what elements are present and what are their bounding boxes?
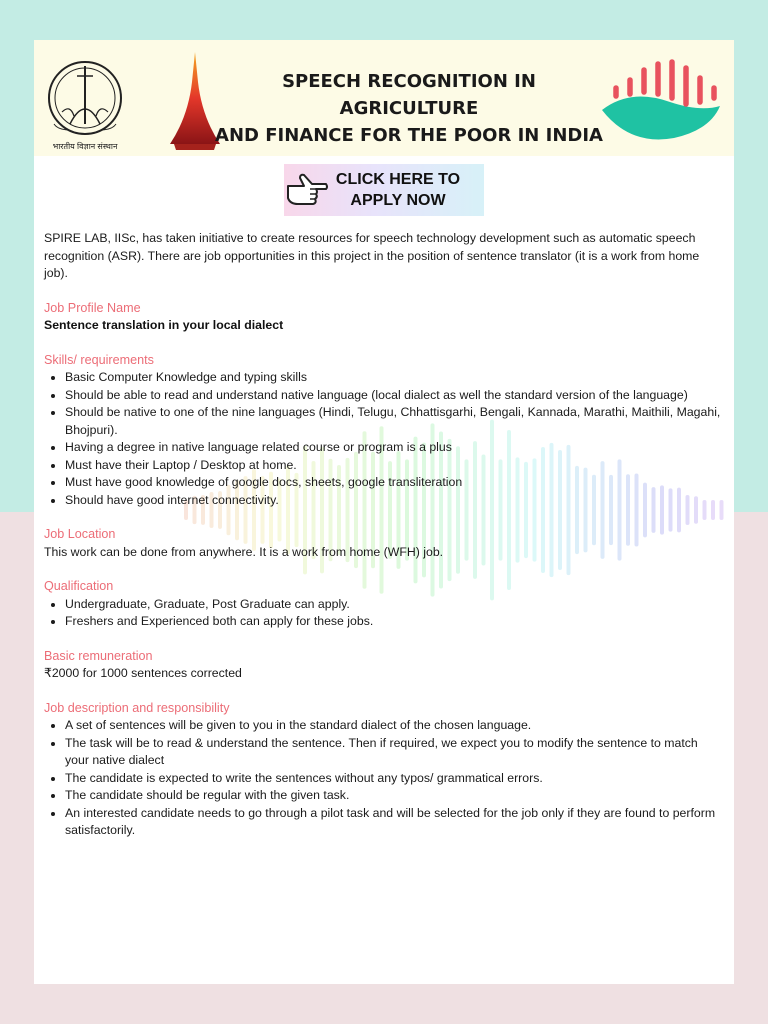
responsibility-heading: Job description and responsibility — [44, 700, 230, 715]
list-item: • Should have good internet connectivity. — [65, 492, 724, 510]
speech-wave-logo-icon — [600, 58, 724, 142]
poster-header — [34, 40, 734, 156]
title-line-2: AND FINANCE FOR THE POOR IN INDIA — [215, 125, 603, 146]
list-item: • Freshers and Experienced both can apply for these jobs. — [65, 613, 724, 631]
apply-now-label[interactable] — [328, 169, 468, 211]
list-item: • A set of sentences will be given to you in the standard dialect of the chosen language. — [65, 717, 724, 735]
responsibility-list — [44, 717, 724, 840]
title-line-1: SPEECH RECOGNITION IN AGRICULTURE — [282, 71, 536, 119]
job-location-value: This work can be done from anywhere. It is a work from home (WFH) job. — [44, 544, 444, 559]
qualification-list — [44, 596, 724, 631]
job-description-body — [44, 230, 724, 840]
list-item: • An interested candidate needs to go through a pilot task and will be selected for the job only if they are found to perform satisfactorily. — [65, 805, 724, 840]
list-item: • The task will be to read & understand the sentence. Then if required, we expect you to modify the sentence to match your native dialect — [65, 735, 724, 770]
list-item: • Must have their Laptop / Desktop at home. — [65, 457, 724, 475]
list-item: • Basic Computer Knowledge and typing skills — [65, 369, 724, 387]
job-poster-card — [34, 40, 734, 984]
apply-now-button[interactable] — [284, 164, 484, 216]
list-item: • The candidate is expected to write the sentences without any typos/ grammatical errors. — [65, 770, 724, 788]
list-item: • Having a degree in native language related course or program is a plus — [65, 439, 724, 457]
apply-label-line-1: CLICK HERE TO — [335, 171, 461, 188]
job-profile-heading: Job Profile Name — [44, 300, 141, 315]
remuneration-value: ₹2000 for 1000 sentences corrected — [44, 666, 242, 680]
skills-list — [44, 369, 724, 509]
intro-paragraph: SPIRE LAB, IISc, has taken initiative to create resources for speech technology development such as automatic speech recognition (ASR). There are job opportunities in this project in the position of sentence translator (it is a work from home job). — [44, 231, 700, 280]
skills-heading: Skills/ requirements — [44, 352, 154, 367]
list-item: • Should be native to one of the nine languages (Hindi, Telugu, Chhattisgarhi, Bengali, Kannada, Marathi, Maithili, Magahi, Bhojpuri). — [65, 404, 724, 439]
list-item: • Must have good knowledge of google docs, sheets, google transliteration — [65, 474, 724, 492]
list-item: • The candidate should be regular with the given task. — [65, 787, 724, 805]
page-title — [214, 68, 604, 149]
list-item: • Should be able to read and understand native language (local dialect as well the standard version of the language) — [65, 387, 724, 405]
list-item: • Undergraduate, Graduate, Post Graduate can apply. — [65, 596, 724, 614]
qualification-heading: Qualification — [44, 579, 114, 593]
seal-caption: भारतीय विज्ञान संस्थान — [52, 142, 118, 151]
job-profile-value: Sentence translation in your local dialect — [44, 318, 284, 332]
job-location-heading: Job Location — [44, 527, 116, 541]
iisc-seal-icon — [40, 54, 130, 154]
remuneration-heading: Basic remuneration — [44, 648, 153, 663]
apply-label-line-2: APPLY NOW — [350, 192, 446, 209]
pointing-hand-icon — [286, 170, 328, 210]
